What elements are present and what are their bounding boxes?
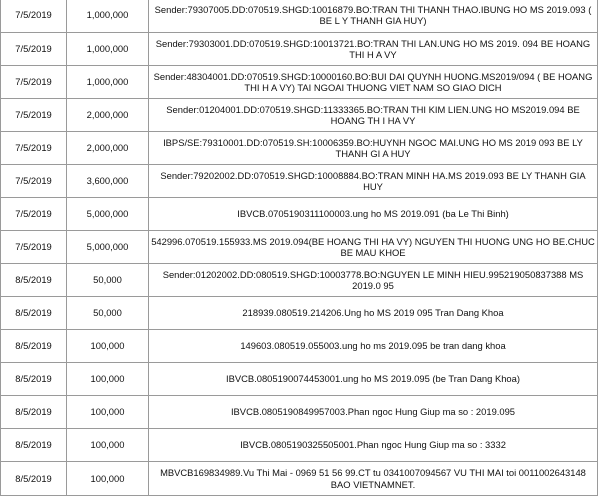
description-cell: IBVCB.0705190311100003.ung ho MS 2019.091 (ba Le Thi Binh)	[149, 198, 598, 231]
table-row	[1, 66, 598, 99]
date-cell: 8/5/2019	[1, 330, 67, 363]
description-cell: MBVCB169834989.Vu Thi Mai - 0969 51 56 99.CT tu 0341007094567 VU THI MAI toi 0011002643148 BAO VIETNAMNET.	[149, 462, 598, 496]
table-row	[1, 33, 598, 66]
table-row	[1, 330, 598, 363]
description-cell: Sender:01204001.DD:070519.SHGD:11333365.BO:TRAN THI KIM LIEN.UNG HO MS2019.094 BE HOANG TH I HA VY	[149, 99, 598, 132]
amount-cell: 50,000	[67, 297, 149, 330]
amount-cell: 1,000,000	[67, 0, 149, 33]
amount-cell: 100,000	[67, 462, 149, 496]
description-cell: Sender:79303001.DD:070519.SHGD:10013721.BO:TRAN THI LAN.UNG HO MS 2019. 094 BE HOANG THI H A VY	[149, 33, 598, 66]
amount-cell: 1,000,000	[67, 33, 149, 66]
table-row	[1, 231, 598, 264]
table-row	[1, 165, 598, 198]
description-cell: Sender:48304001.DD:070519.SHGD:10000160.BO:BUI DAI QUYNH HUONG.MS2019/094 ( BE HOANG THI H A VY) TAI NGOAI THUONG VIET NAM SO GIAO DICH	[149, 66, 598, 99]
date-cell: 8/5/2019	[1, 429, 67, 462]
date-cell: 8/5/2019	[1, 396, 67, 429]
description-cell: IBVCB.0805190325505001.Phan ngoc Hung Giup ma so : 3332	[149, 429, 598, 462]
table-row	[1, 198, 598, 231]
description-cell: Sender:01202002.DD:080519.SHGD:10003778.BO:NGUYEN LE MINH HIEU.995219050837388 MS 2019.0 95	[149, 264, 598, 297]
description-cell: Sender:79307005.DD:070519.SHGD:10016879.BO:TRAN THI THANH THAO.IBUNG HO MS 2019.093 ( BE L Y THANH GIA HUY)	[149, 0, 598, 33]
description-cell: IBVCB.0805190849957003.Phan ngoc Hung Giup ma so : 2019.095	[149, 396, 598, 429]
table-row	[1, 429, 598, 462]
table-row	[1, 99, 598, 132]
amount-cell: 100,000	[67, 363, 149, 396]
amount-cell: 5,000,000	[67, 231, 149, 264]
date-cell: 7/5/2019	[1, 198, 67, 231]
table-row	[1, 132, 598, 165]
amount-cell: 100,000	[67, 396, 149, 429]
amount-cell: 100,000	[67, 429, 149, 462]
description-cell: Sender:79202002.DD:070519.SHGD:10008884.BO:TRAN MINH HA.MS 2019.093 BE LY THANH GIA HUY	[149, 165, 598, 198]
date-cell: 8/5/2019	[1, 363, 67, 396]
amount-cell: 5,000,000	[67, 198, 149, 231]
description-cell: IBPS/SE:79310001.DD:070519.SH:10006359.BO:HUYNH NGOC MAI.UNG HO MS 2019 093 BE LY THANH GI A HUY	[149, 132, 598, 165]
amount-cell: 2,000,000	[67, 132, 149, 165]
table-row	[1, 363, 598, 396]
table-row	[1, 0, 598, 33]
date-cell: 7/5/2019	[1, 66, 67, 99]
date-cell: 8/5/2019	[1, 297, 67, 330]
description-cell: 542996.070519.155933.MS 2019.094(BE HOANG THI HA VY) NGUYEN THI HUONG UNG HO BE.CHUC BE MAU KHOE	[149, 231, 598, 264]
description-cell: 218939.080519.214206.Ung ho MS 2019 095 Tran Dang Khoa	[149, 297, 598, 330]
amount-cell: 1,000,000	[67, 66, 149, 99]
table-row	[1, 297, 598, 330]
amount-cell: 3,600,000	[67, 165, 149, 198]
date-cell: 7/5/2019	[1, 132, 67, 165]
table-row	[1, 396, 598, 429]
date-cell: 7/5/2019	[1, 33, 67, 66]
description-cell: 149603.080519.055003.ung ho ms 2019.095 be tran dang khoa	[149, 330, 598, 363]
amount-cell: 100,000	[67, 330, 149, 363]
table-row	[1, 462, 598, 496]
amount-cell: 2,000,000	[67, 99, 149, 132]
table-row	[1, 264, 598, 297]
date-cell: 7/5/2019	[1, 99, 67, 132]
date-cell: 8/5/2019	[1, 264, 67, 297]
description-cell: IBVCB.0805190074453001.ung ho MS 2019.095 (be Tran Dang Khoa)	[149, 363, 598, 396]
date-cell: 7/5/2019	[1, 0, 67, 33]
date-cell: 8/5/2019	[1, 462, 67, 496]
date-cell: 7/5/2019	[1, 231, 67, 264]
amount-cell: 50,000	[67, 264, 149, 297]
date-cell: 7/5/2019	[1, 165, 67, 198]
